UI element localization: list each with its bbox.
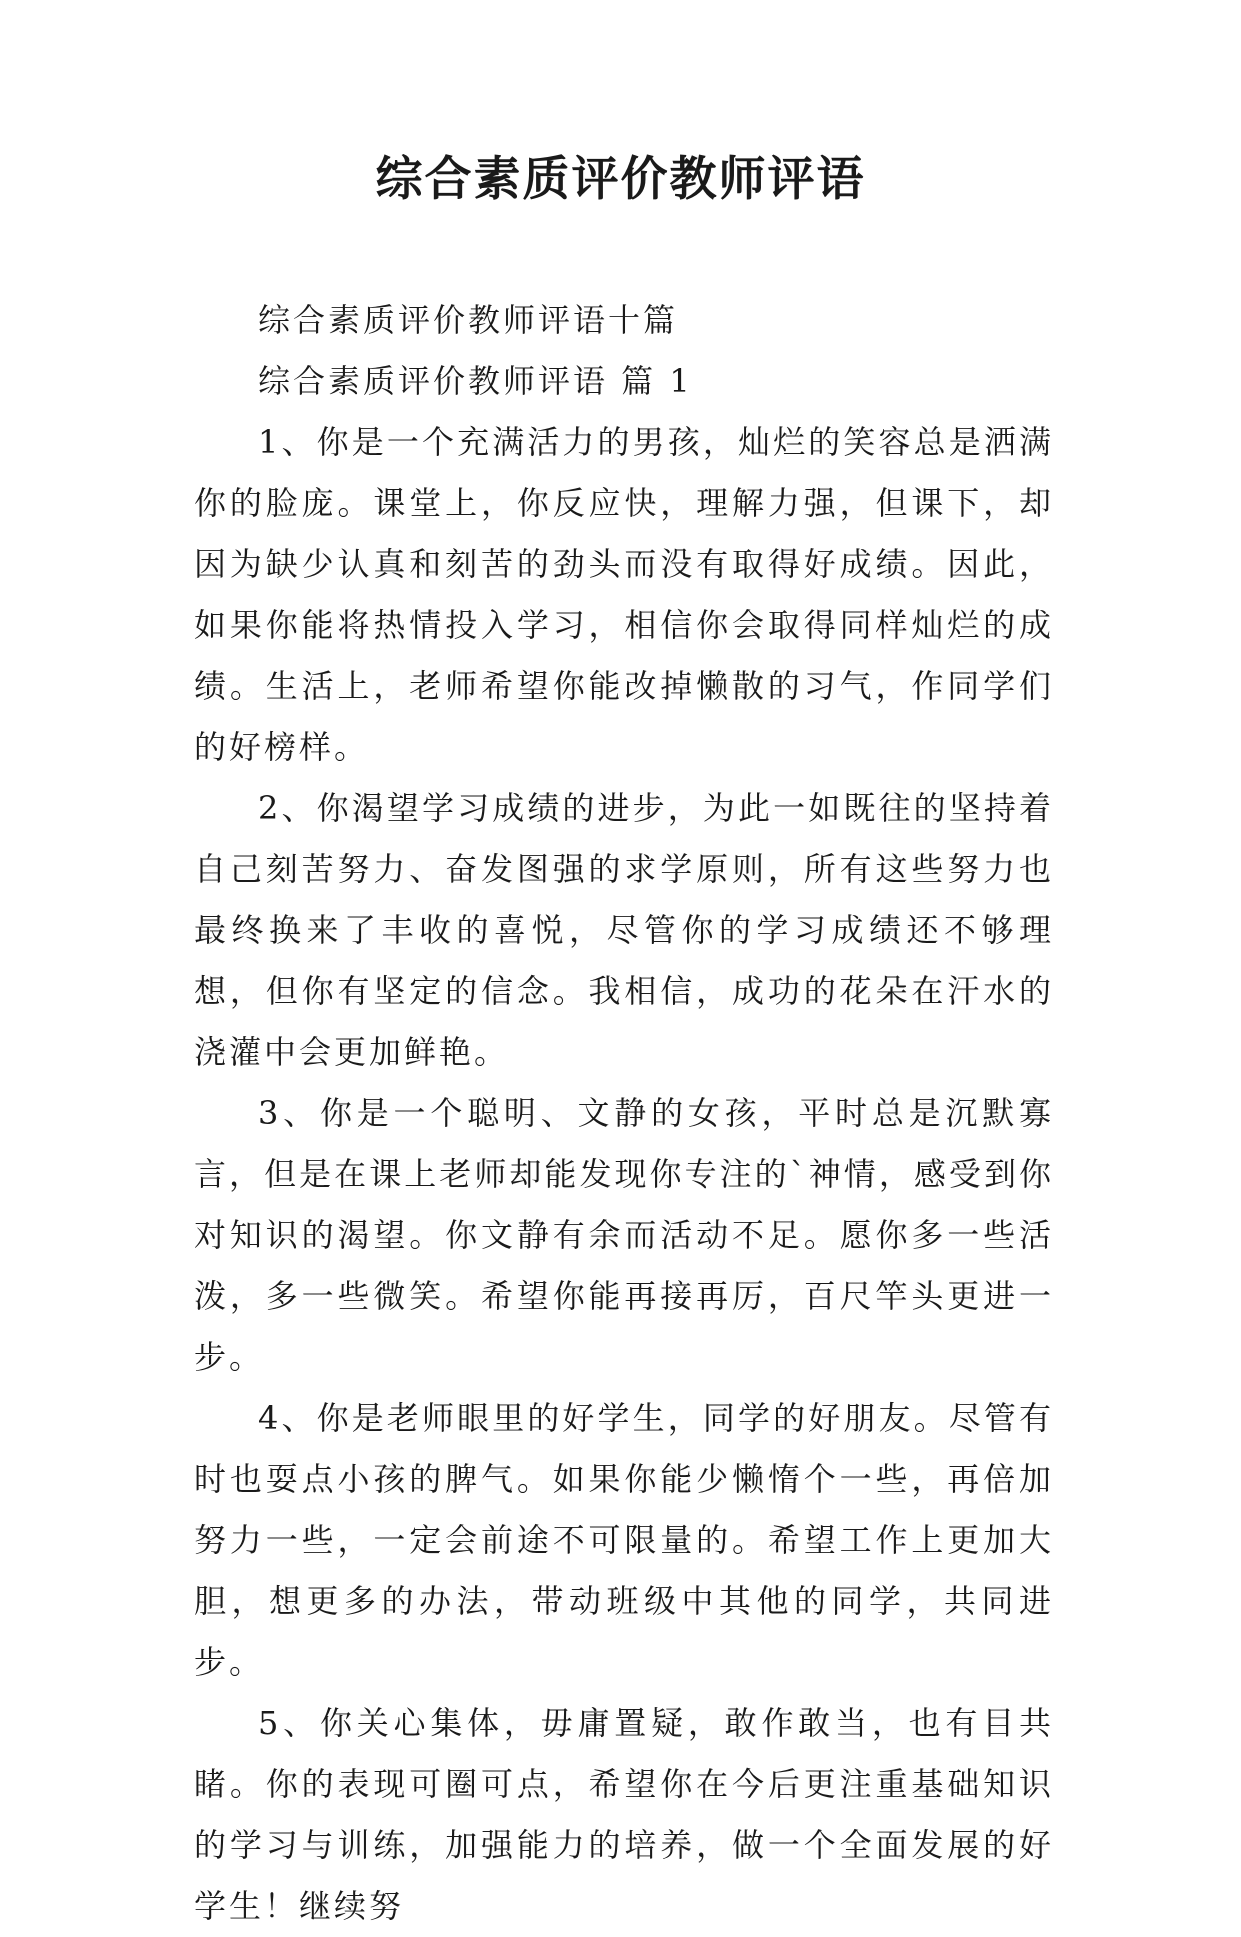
paragraph-2: 2、你渴望学习成绩的进步，为此一如既往的坚持着自己刻苦努力、奋发图强的求学原则，所有这些努力也最终换来了丰收的喜悦，尽管你的学习成绩还不够理想，但你有坚定的信念。我相信，成功的花朵在汗水的浇灌中会更加鲜艳。 bbox=[194, 789, 1054, 1071]
section-heading: 综合素质评价教师评语 篇 1 bbox=[258, 362, 693, 400]
paragraph-1: 1、你是一个充满活力的男孩，灿烂的笑容总是洒满你的脸庞。课堂上，你反应快，理解力强，但课下，却因为缺少认真和刻苦的劲头而没有取得好成绩。因此，如果你能将热情投入学习，相信你会取得同样灿烂的成绩。生活上，老师希望你能改掉懒散的习气，作同学们的好榜样。 bbox=[194, 423, 1054, 766]
paragraph-5: 5、你关心集体，毋庸置疑，敢作敢当，也有目共睹。你的表现可圈可点，希望你在今后更注重基础知识的学习与训练，加强能力的培养，做一个全面发展的好学生！继续努 bbox=[194, 1704, 1054, 1925]
paragraph-4: 4、你是老师眼里的好学生，同学的好朋友。尽管有时也耍点小孩的脾气。如果你能少懒惰个一些，再倍加努力一些，一定会前途不可限量的。希望工作上更加大胆，想更多的办法，带动班级中其他的同学，共同进步。 bbox=[194, 1399, 1054, 1681]
document-title: 综合素质评价教师评语 bbox=[375, 152, 866, 207]
document-subtitle: 综合素质评价教师评语十篇 bbox=[258, 301, 679, 339]
paragraph-3: 3、你是一个聪明、文静的女孩，平时总是沉默寡言，但是在课上老师却能发现你专注的`神情，感受到你对知识的渴望。你文静有余而活动不足。愿你多一些活泼，多一些微笑。希望你能再接再厉，百尺竿头更进一步。 bbox=[194, 1094, 1054, 1376]
document-body bbox=[194, 290, 1054, 1937]
